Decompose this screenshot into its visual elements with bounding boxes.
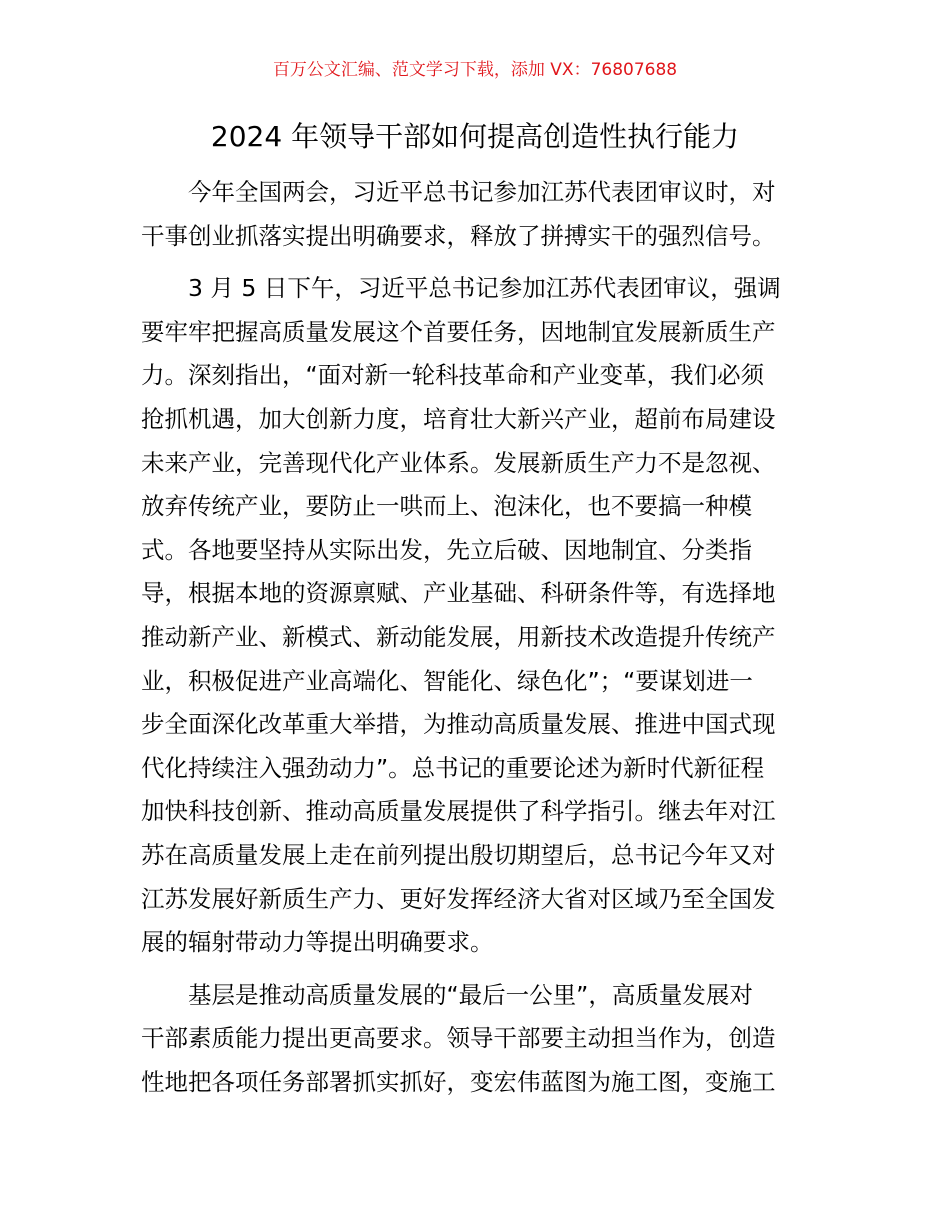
paragraph-grassroots: 基层是推动高质量发展的“最后一公里”，高质量发展对 干部素质能力提出更高要求。领导干部要主动担当作为，创造 性地把各项任务部署抓实抓好，变宏伟蓝图为施工图，变施工 [141,980,776,1096]
paragraph-intro: 今年全国两会，习近平总书记参加江苏代表团审议时，对 干事创业抓落实提出明确要求，释放了拼搏实干的强烈信号。 [141,178,776,250]
document-body [141,171,810,1113]
document-title: 2024 年领导干部如何提高创造性执行能力 [210,120,740,153]
header-banner: 百万公文汇编、范文学习下载，添加 VX：76807688 [272,60,678,80]
paragraph-march-5: 3 月 5 日下午，习近平总书记参加江苏代表团审议，强调 要牢牢把握高质量发展这个首要任务，因地制宜发展新质生产 力。深刻指出，“面对新一轮科技革命和产业变革，我们必须 抢抓机遇，加大创新力度，培育壮大新兴产业，超前布局建设 未来产业，完善现代化产业体系。发展新质生产力不是忽视、 放弃传统产业，要防止一哄而上、泡沫化，也不要搞一种模 式。各地要坚持从实际出发，先立后破、因地制宜、分类指 导，根据本地的资源禀赋、产业基础、科研条件等，有选择地 推动新产业、新模式、新动能发展，用新技术改造提升传统产 业，积极促进产业高端化、智能化、绿色化”；“要谋划进一 步全面深化改革重大举措，为推动高质量发展、推进中国式现 代化持续注入强劲动力”。总书记的重要论述为新时代新征程 加快科技创新、推动高质量发展提供了科学指引。继去年对江 苏在高质量发展上走在前列提出殷切期望后，总书记今年又对 江苏发展好新质生产力、更好发挥经济大省对区域乃至全国发 展的辐射带动力等提出明确要求。 [141,274,781,957]
